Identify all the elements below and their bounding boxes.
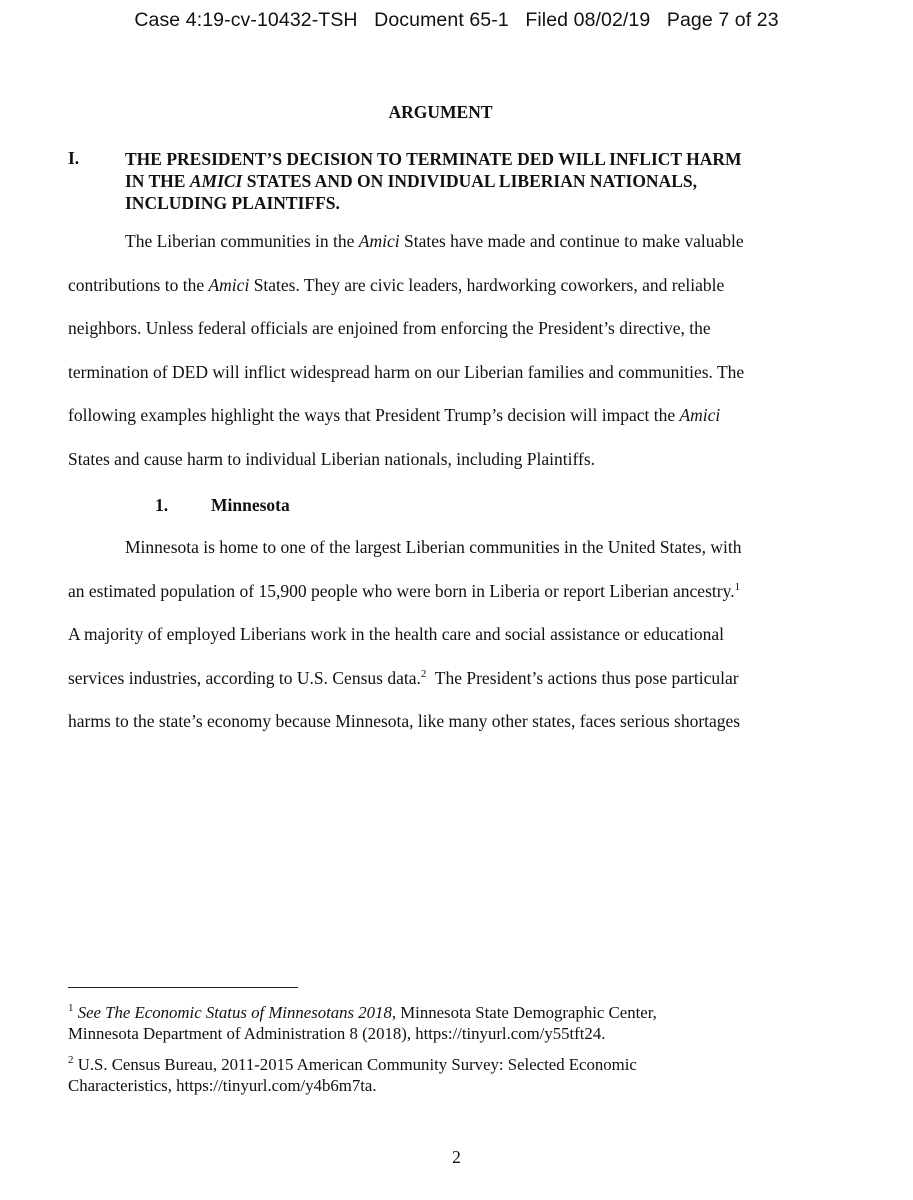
section-title-amici: AMICI [189,171,243,191]
footnote-1-line-1: $^1$ See The Economic Status of Minnesotans 2018, Minnesota State Demographic Center, [68,1002,657,1022]
para1-line-1: The Liberian communities in the Amici States have made and continue to make valuable [125,231,744,251]
para1-line-4: termination of DED will inflict widespread harm on our Liberian families and communities. The [68,361,745,382]
footnote-1-line-2: Minnesota Department of Administration 8 (2018), https://tinyurl.com/y55tft24. [68,1024,606,1043]
paragraph-2 [68,526,813,744]
ecf-header: Case 4:19-cv-10432-TSH Document 65-1 Filed 08/02/19 Page 7 of 23 [134,9,779,31]
footnote-2-line-1: $^2$ U.S. Census Bureau, 2011-2015 American Community Survey: Selected Economic [68,1054,637,1074]
subsection-title: Minnesota [211,495,290,515]
page-number: 2 [452,1147,461,1167]
para1-line-3: neighbors. Unless federal officials are enjoined from enforcing the President’s directive, the [68,318,711,338]
para2-line-2: an estimated population of 15,900 people who were born in Liberia or report Liberian ancestry.$^1$ [68,580,741,601]
footnote-1-marker: 1 [68,1002,74,1014]
para2-line-5: harms to the state’s economy because Minnesota, like many other states, faces serious shortages [68,711,741,731]
footnote-ref-2: 2 [420,667,427,680]
section-number: I. [68,148,80,168]
para1-line-5: following examples highlight the ways that President Trump’s decision will impact the Amici [68,405,721,425]
footnote-2-marker: 2 [68,1054,74,1066]
footnote-1 [68,1002,813,1044]
section-title-line-1: THE PRESIDENT’S DECISION TO TERMINATE DED WILL INFLICT HARM [125,149,742,169]
subsection-number: 1. [155,495,169,515]
para2-line-4: services industries, according to U.S. Census data.$^2$ The President’s actions thus pose particular [68,667,739,688]
footnote-2-line-2: Characteristics, https://tinyurl.com/y4b6m7ta. [68,1076,377,1095]
argument-heading: ARGUMENT [388,102,493,122]
para2-line-1: Minnesota is home to one of the largest Liberian communities in the United States, with [125,537,742,557]
para1-line-6: States and cause harm to individual Liberian nationals, including Plaintiffs. [68,448,595,469]
section-title-line-2-post: STATES AND ON INDIVIDUAL LIBERIAN NATIONALS, [242,171,697,191]
para2-line-3: A majority of employed Liberians work in the health care and social assistance or educational [68,624,725,644]
para1-line-2: contributions to the Amici States. They are civic leaders, hardworking coworkers, and reliable [68,274,725,295]
paragraph-1 [68,220,813,481]
footnote-2 [68,1054,813,1096]
footnote-separator [68,987,298,988]
section-title [125,148,815,214]
section-title-line-3: INCLUDING PLAINTIFFS. [125,193,340,213]
section-title-line-2-pre: IN THE [125,171,190,191]
footnote-ref-1: 1 [734,580,741,593]
